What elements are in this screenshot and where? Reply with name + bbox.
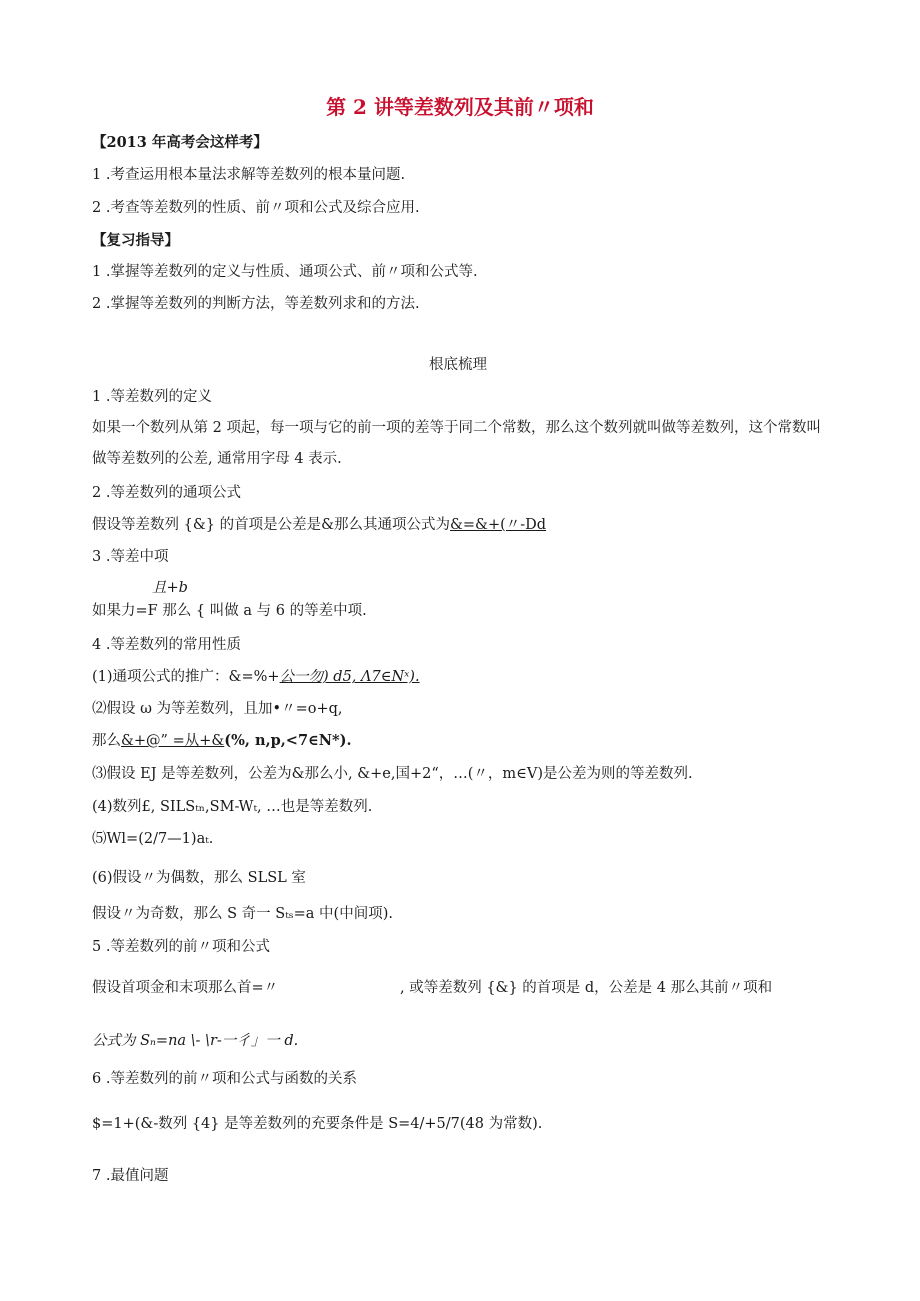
s3-numerator: 且+b [152,580,188,596]
s3-body: 如果力=F 那么 { 叫做 a 与 6 的等差中项. [92,603,367,619]
s5-formula-line: 公式为 Sₙ=na \- \r-一彳」一 d. [92,1033,299,1049]
exam-item-2: 2 .考查等差数列的性质、前〃项和公式及综合应用. [92,200,420,216]
s4-p2b-formula: &+@” =从+& [121,733,225,749]
s4-p1-formula: 公一勿) d5, Λ7∈Nˣ). [279,669,420,685]
exam-item-1: 1 .考查运用根本量法求解等差数列的根本量问题. [92,167,406,183]
page-title: 第 2 讲等差数列及其前〃项和 [326,95,594,119]
s1-heading: 1 .等差数列的定义 [92,389,212,405]
section-heading: 根底梳理 [429,357,487,373]
review-header: 【复习指导】 [92,232,179,249]
s6-heading: 6 .等差数列的前〃项和公式与函数的关系 [92,1071,357,1087]
s4-property-2b [92,731,352,751]
s4-p2b-prefix: 那么 [92,733,121,749]
review-item-1: 1 .掌握等差数列的定义与性质、通项公式、前〃项和公式等. [92,264,478,280]
s2-body [92,515,546,535]
s5-line1-right: , 或等差数列 {&} 的首项是 d，公差是 4 那么其前〃项和 [400,980,773,996]
s4-p1-prefix: (1)通项公式的推广：&=%+ [92,669,280,685]
s5-heading: 5 .等差数列的前〃项和公式 [92,939,270,955]
s2-body-prefix: 假设等差数列 {&} 的首项是公差是&那么其通项公式为 [92,517,450,533]
s2-formula: &=&+(〃-Dd [449,517,547,533]
s4-property-6: (6)假设〃为偶数，那么 SLSL 室 [92,870,306,886]
s4-heading: 4 .等差数列的常用性质 [92,637,241,653]
s6-body: $=1+(&-数列 {4} 是等差数列的充要条件是 S=4/+5/7(48 为常数). [92,1116,543,1132]
s3-heading: 3 .等差中项 [92,549,169,565]
s1-body: 如果一个数列从第 2 项起，每一项与它的前一项的差等于同二个常数，那么这个数列就叫做等差数列，这个常数叫做等差数列的公差, 通常用字母 4 表示. [92,420,821,467]
review-item-2: 2 .掌握等差数列的判断方法，等差数列求和的方法. [92,296,420,312]
exam-header: 【2013 年高考会这样考】 [92,134,268,151]
s4-property-3: ⑶假设 EJ 是等差数列，公差为&那么小, &+e,国+2“，…(〃，m∈V)是公差为则的等差数列. [92,766,693,782]
s4-property-6b: 假设〃为奇数，那么 S 奇一 Sₜₛ=a 中(中间项). [92,906,393,922]
s4-property-1 [92,667,420,687]
s4-property-2: ⑵假设 ω 为等差数列，且加•〃=o+q, [92,701,343,717]
s2-heading: 2 .等差数列的通项公式 [92,485,241,501]
s4-property-4: (4)数列£, SILSₜₙ,SM-Wₜ, …也是等差数列. [92,799,373,815]
s5-line1-left: 假设首项金和末项那么首=〃 [92,980,279,996]
s7-heading: 7 .最值问题 [92,1168,169,1184]
s4-property-5: ⑸Wl=(2/7—1)aₜ. [92,831,214,847]
s4-p2b-suffix: (%, n,p,<7∈N*). [224,732,352,749]
